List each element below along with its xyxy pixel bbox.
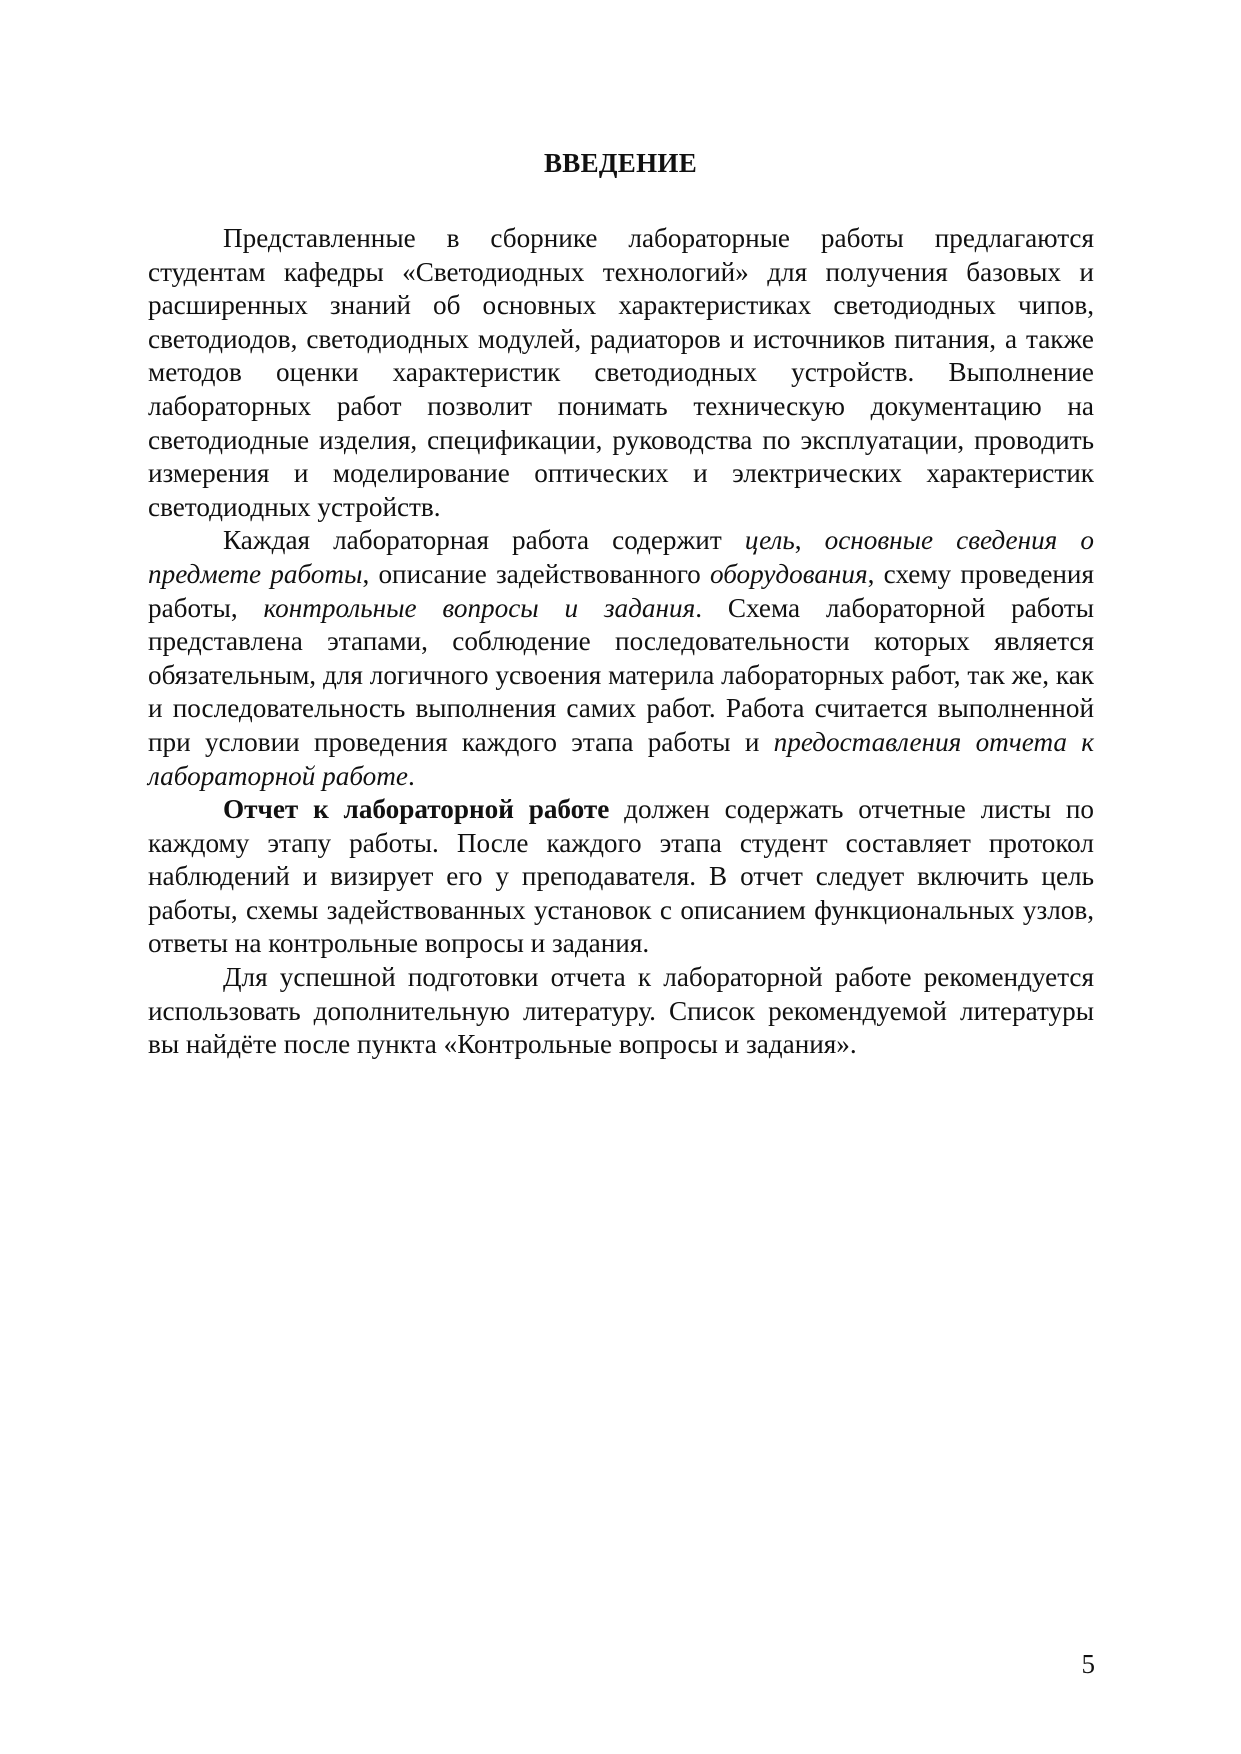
italic-term-questions: контрольные вопросы и задания [263, 592, 696, 623]
paragraph-intro: Представленные в сборнике лабораторные работы предлагаются студентам кафедры «Светодиодных технологий» для получения базовых и расширенных знаний об основных характеристиках светодиодных чипов, светодиодов, светодиодных модулей, радиаторов и источников питания, а также методов оценки характеристик светодиодных устройств. Выполнение лабораторных работ позволит понимать техническую документацию на светодиодные изделия, спецификации, руководства по эксплуатации, проводить измерения и моделирование оптических и электрических характеристик светодиодных устройств. [148, 223, 1094, 522]
text-run: , схему проведения работы, [148, 558, 1094, 623]
paragraph-report [148, 793, 1094, 961]
text-run: . Схема лабораторной работы представлена этапами, соблюдение последовательности которых является обязательным, для логичного усвоения материла лабораторных работ, так же, как и последовательность выполнения самих работ. Работа считается выполненной при условии проведения каждого этапа работы и [148, 592, 1094, 757]
italic-term-equipment: оборудования [709, 558, 868, 589]
page-number: 5 [1081, 1649, 1095, 1679]
document-body [148, 222, 1094, 1062]
italic-term-basics: основные сведения о предмете работы [148, 525, 1094, 589]
paragraph-literature: Для успешной подготовки отчета к лабораторной работе рекомендуется использовать дополнительную литературу. Список рекомендуемой литературы вы найдёте после пункта «Контрольные вопросы и задания». [148, 962, 1094, 1060]
text-run: , описание задействованного [362, 558, 710, 589]
text-run: Каждая лабораторная работа содержит [223, 525, 745, 556]
italic-term-report: предоставления отчета к лабораторной работе [148, 726, 1095, 791]
italic-term-goal: цель [744, 525, 795, 556]
text-run: . [407, 760, 415, 791]
bold-term-report: Отчет к лабораторной работе [223, 794, 610, 825]
page-title: ВВЕДЕНИЕ [543, 148, 698, 178]
text-run: должен содержать отчетные листы по каждому этапу работы. После каждого этапа студент составляет протокол наблюдений и визирует его у преподавателя. В отчет следует включить цель работы, схемы задействованных установок с описанием функциональных узлов, ответы на контрольные вопросы и задания. [148, 794, 1094, 959]
paragraph-contents [148, 524, 1094, 793]
text-run: , [794, 525, 825, 556]
